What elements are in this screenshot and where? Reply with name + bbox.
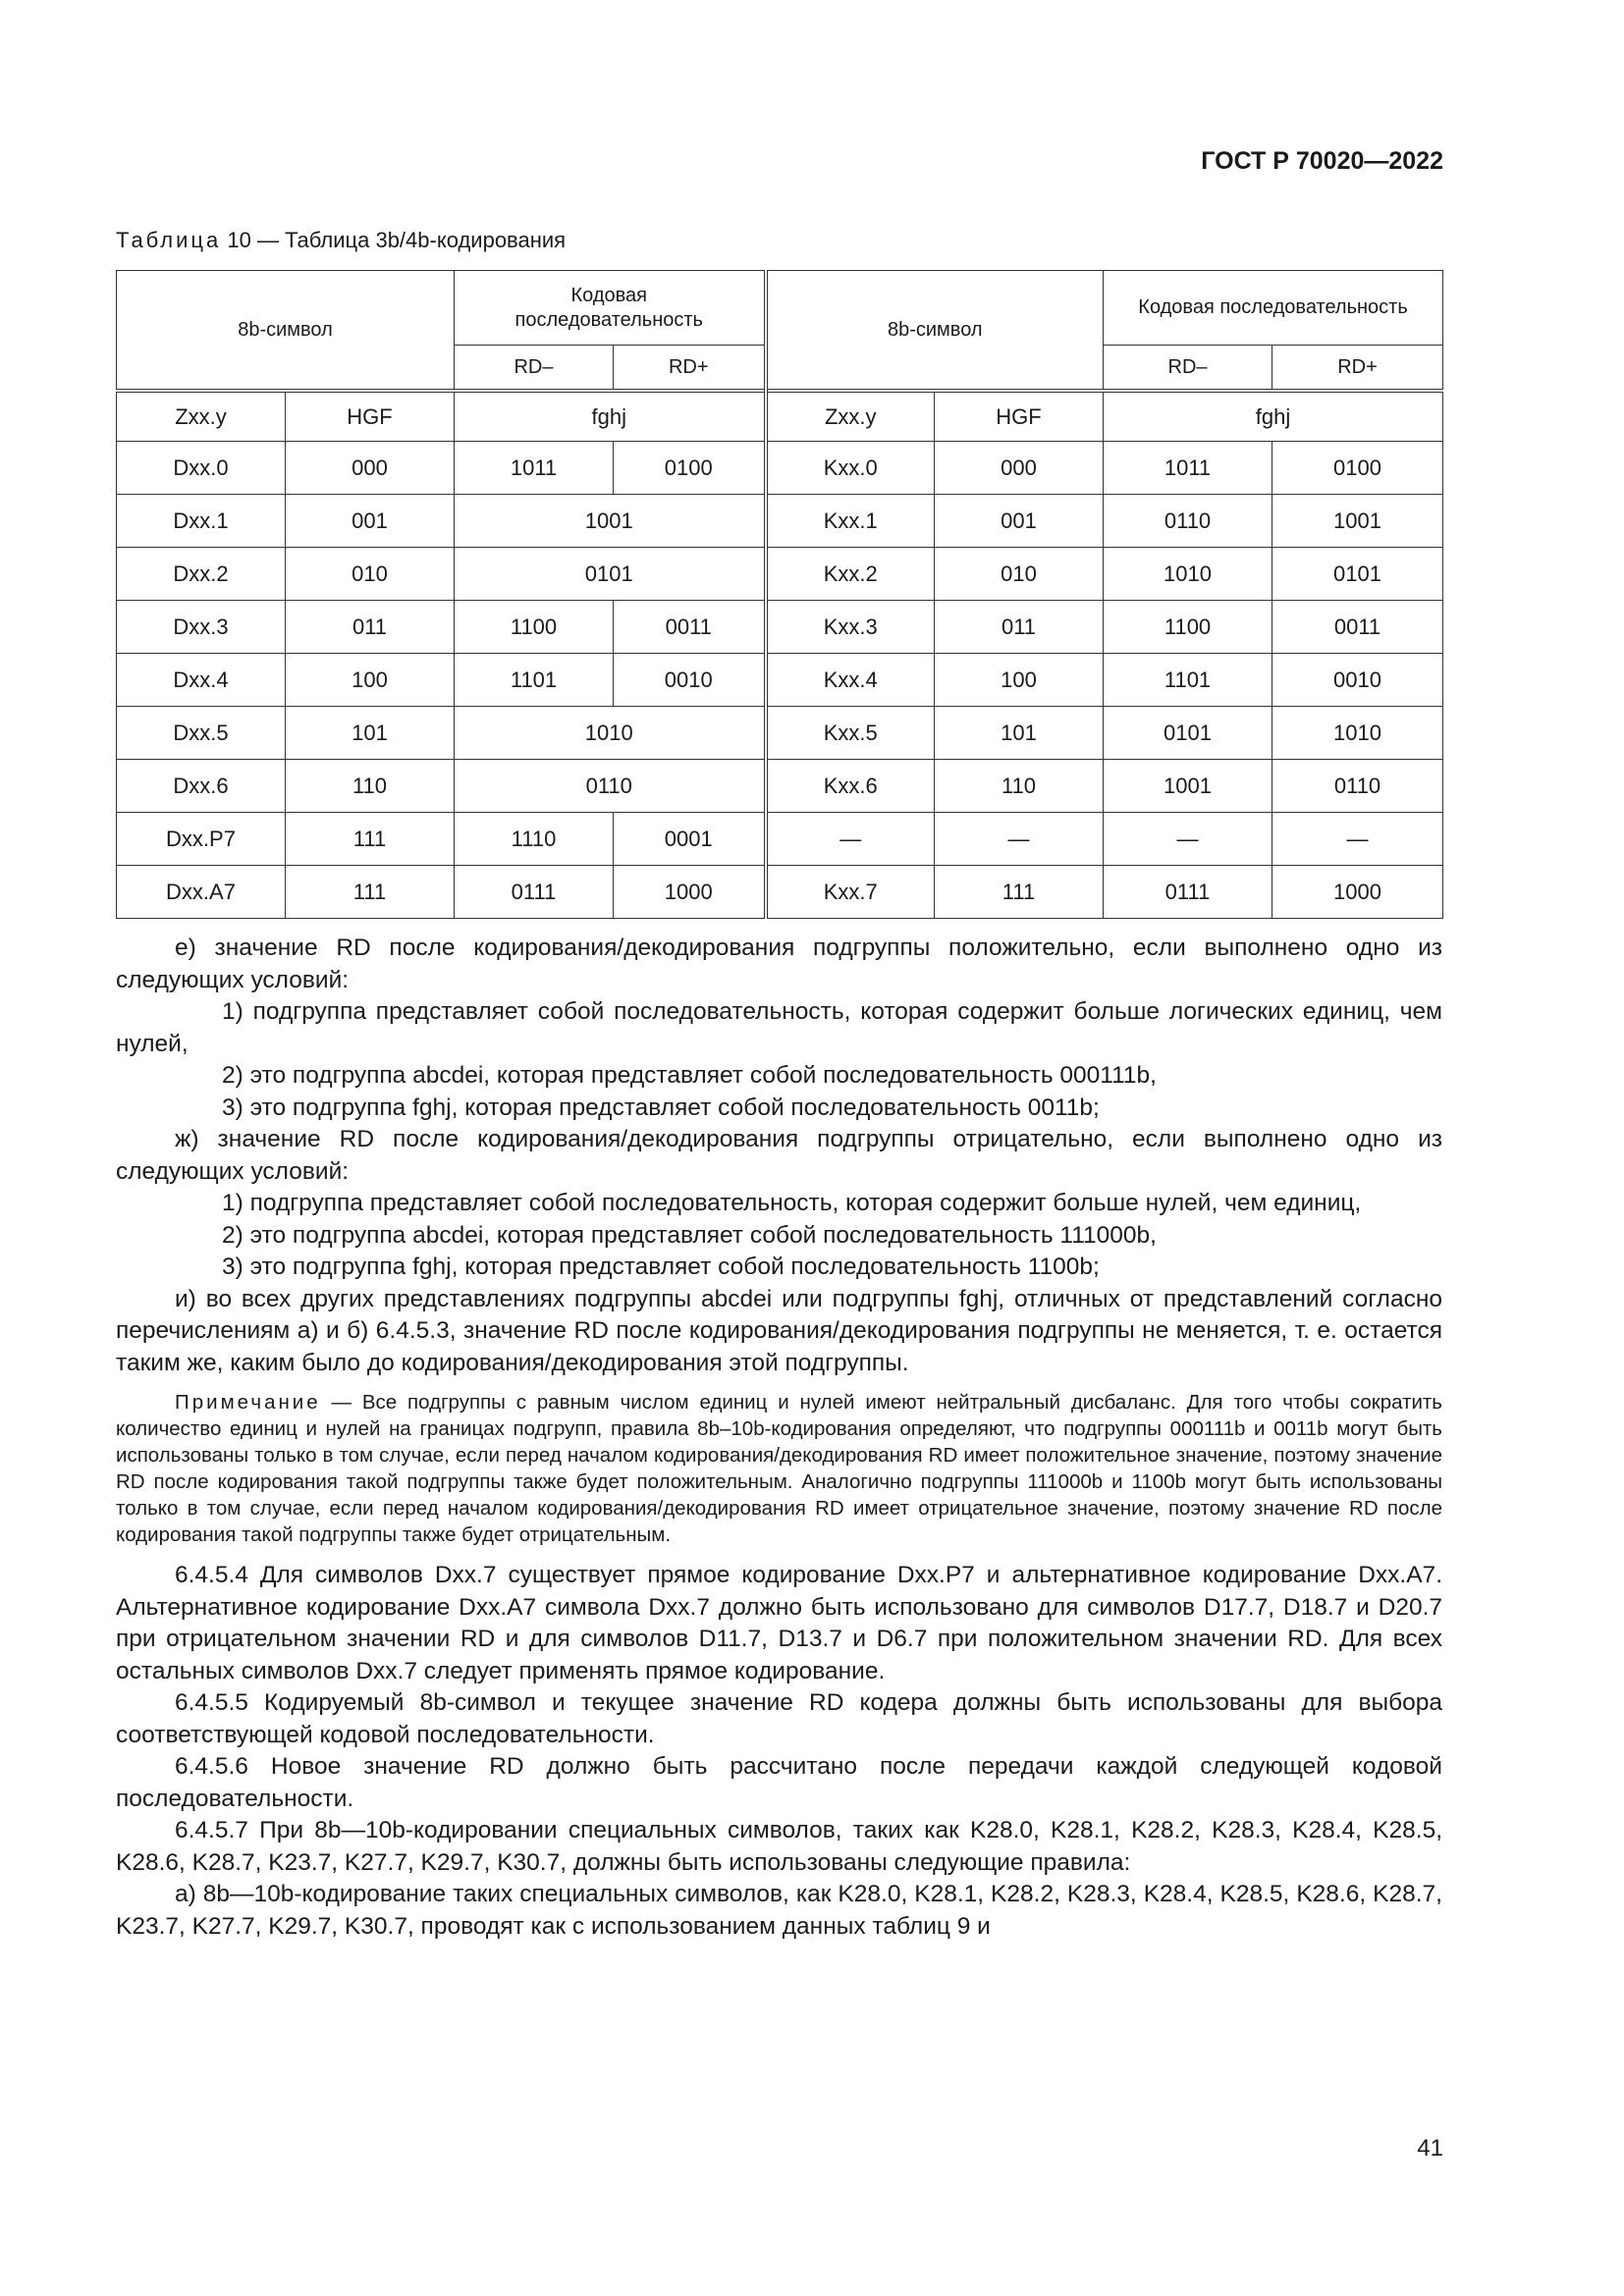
cell-d-hgf: 010 [286, 548, 455, 601]
cell-k-rd-minus: 0101 [1104, 707, 1272, 760]
cell-d-rd-plus: 0001 [614, 813, 766, 866]
document-header: ГОСТ Р 70020—2022 [1201, 147, 1443, 175]
table-row [117, 866, 1443, 919]
label-hgf: HGF [286, 391, 455, 442]
header-left-codeseq: Кодовая последовательность [455, 271, 766, 346]
cell-d-rd-minus: 1110 [455, 813, 614, 866]
item-e-1: 1) подгруппа представляет собой последовательность, которая содержит больше логических единиц, чем нулей, [116, 998, 1442, 1057]
cell-d-rd-minus: 1101 [455, 654, 614, 707]
clause-item-a: а) 8b—10b-кодирование таких специальных символов, как K28.0, K28.1, K28.2, K28.3, K28.4, K28.5, K28.6, K28.7, K23.7, K27.7, K29.7, K30.7, проводят как с использованием данных таблиц 9 и [116, 1881, 1442, 1940]
item-e: е) значение RD после кодирования/декодирования подгруппы положительно, если выполнено одно из следующих условий: [116, 934, 1442, 993]
cell-d-rd-plus: 1000 [614, 866, 766, 919]
table-row [117, 707, 1443, 760]
cell-k-hgf: 010 [935, 548, 1104, 601]
label-fghj: fghj [455, 391, 766, 442]
cell-d-hgf: 100 [286, 654, 455, 707]
cell-d-hgf: 011 [286, 601, 455, 654]
body-text [116, 933, 1442, 1943]
cell-k-rd-minus: 0110 [1104, 495, 1272, 548]
note-label: Примечание [175, 1391, 321, 1414]
item-zh: ж) значение RD после кодирования/декодирования подгруппы отрицательно, если выполнено одно из следующих условий: [116, 1126, 1442, 1185]
table-caption-title: 10 — Таблица 3b/4b-кодирования [227, 228, 567, 252]
table-row [117, 654, 1443, 707]
cell-k-symbol: Kxx.5 [766, 707, 935, 760]
note [116, 1389, 1442, 1548]
cell-d-rd-plus: 0010 [614, 654, 766, 707]
cell-d-rd-plus: 0100 [614, 442, 766, 495]
cell-d-symbol: Dxx.2 [117, 548, 286, 601]
table-caption [116, 228, 566, 253]
note-text: — Все подгруппы с равным числом единиц и нулей имеют нейтральный дисбаланс. Для того чтобы сократить количество единиц и нулей на границах подгрупп, правила 8b–10b-кодирования определяют, что подгруппы 000111b и 0011b могут быть использованы только в том случае, если перед началом кодирования/декодирования RD имеет положительное значение, поэтому значение RD после кодирования такой подгруппы также будет положительным. Аналогично подгруппы 111000b и 1100b могут быть использованы только в том случае, если перед началом кодирования/декодирования RD имеет отрицательное значение, поэтому значение RD после кодирования такой подгруппы также будет отрицательным. [116, 1391, 1442, 1546]
cell-k-hgf: 001 [935, 495, 1104, 548]
item-i: и) во всех других представлениях подгруппы abcdei или подгруппы fghj, отличных от представлений согласно перечислениям а) и б) 6.4.5.3, значение RD после кодирования/декодирования подгруппы не меняется, т. е. остается таким же, каким было до кодирования/декодирования этой подгруппы. [116, 1285, 1442, 1376]
cell-d-symbol: Dxx.5 [117, 707, 286, 760]
clause-6-4-5-6: 6.4.5.6 Новое значение RD должно быть рассчитано после передачи каждой следующей кодовой последовательности. [116, 1753, 1442, 1812]
clause-6-4-5-4: 6.4.5.4 Для символов Dxx.7 существует прямое кодирование Dxx.P7 и альтернативное кодирование Dxx.A7. Альтернативное кодирование Dxx.A7 символа Dxx.7 должно быть использовано для символов D17.7, D18.7 и D20.7 при отрицательном значении RD и для символов D11.7, D13.7 и D6.7 при положительном значении RD. Для всех остальных символов Dxx.7 следует применять прямое кодирование. [116, 1562, 1442, 1684]
cell-d-fghj-both: 0101 [455, 548, 766, 601]
table-row [117, 442, 1443, 495]
cell-k-rd-minus: 1101 [1104, 654, 1272, 707]
cell-d-hgf: 001 [286, 495, 455, 548]
cell-k-rd-plus: 0110 [1272, 760, 1443, 813]
cell-k-hgf: 111 [935, 866, 1104, 919]
cell-d-symbol: Dxx.6 [117, 760, 286, 813]
table-row [117, 813, 1443, 866]
header-right-symbol: 8b-символ [766, 271, 1104, 392]
cell-d-symbol: Dxx.3 [117, 601, 286, 654]
table-header-row [117, 271, 1443, 346]
table-row [117, 601, 1443, 654]
cell-k-rd-plus: 1001 [1272, 495, 1443, 548]
cell-d-symbol: Dxx.1 [117, 495, 286, 548]
label-zxy-right: Zxx.y [766, 391, 935, 442]
cell-d-symbol: Dxx.A7 [117, 866, 286, 919]
header-right-rd-minus: RD– [1104, 346, 1272, 392]
cell-d-fghj-both: 0110 [455, 760, 766, 813]
cell-k-rd-minus: 1010 [1104, 548, 1272, 601]
label-fghj-right: fghj [1104, 391, 1443, 442]
header-right-codeseq: Кодовая последовательность [1104, 271, 1443, 346]
cell-k-hgf: — [935, 813, 1104, 866]
table-label-row [117, 391, 1443, 442]
header-right-rd-plus: RD+ [1272, 346, 1443, 392]
item-e-2: 2) это подгруппа abcdei, которая представляет собой последовательность 000111b, [222, 1062, 1157, 1089]
cell-k-hgf: 100 [935, 654, 1104, 707]
item-zh-3: 3) это подгруппа fghj, которая представляет собой последовательность 1100b; [222, 1254, 1100, 1280]
cell-k-rd-plus: 0100 [1272, 442, 1443, 495]
cell-k-symbol: Kxx.0 [766, 442, 935, 495]
cell-k-rd-minus: 1100 [1104, 601, 1272, 654]
cell-k-rd-plus: 1000 [1272, 866, 1443, 919]
cell-k-rd-minus: 1001 [1104, 760, 1272, 813]
cell-d-fghj-both: 1001 [455, 495, 766, 548]
cell-k-rd-minus: 1011 [1104, 442, 1272, 495]
label-hgf-right: HGF [935, 391, 1104, 442]
cell-d-hgf: 101 [286, 707, 455, 760]
cell-k-rd-plus: 0010 [1272, 654, 1443, 707]
cell-d-symbol: Dxx.P7 [117, 813, 286, 866]
cell-d-hgf: 111 [286, 813, 455, 866]
cell-k-symbol: Kxx.1 [766, 495, 935, 548]
cell-d-symbol: Dxx.4 [117, 654, 286, 707]
table-caption-word: Таблица [116, 228, 222, 252]
table-row [117, 548, 1443, 601]
cell-k-hgf: 101 [935, 707, 1104, 760]
cell-d-symbol: Dxx.0 [117, 442, 286, 495]
cell-k-symbol: Kxx.6 [766, 760, 935, 813]
item-e-3: 3) это подгруппа fghj, которая представляет собой последовательность 0011b; [222, 1094, 1100, 1121]
cell-d-rd-minus: 1100 [455, 601, 614, 654]
cell-d-hgf: 111 [286, 866, 455, 919]
table-row [117, 495, 1443, 548]
label-zxy: Zxx.y [117, 391, 286, 442]
cell-k-symbol: Kxx.2 [766, 548, 935, 601]
cell-k-rd-plus: 1010 [1272, 707, 1443, 760]
cell-k-symbol: Kxx.4 [766, 654, 935, 707]
cell-k-rd-plus: — [1272, 813, 1443, 866]
cell-k-hgf: 011 [935, 601, 1104, 654]
table-row [117, 760, 1443, 813]
cell-k-hgf: 000 [935, 442, 1104, 495]
cell-k-symbol: — [766, 813, 935, 866]
coding-table [116, 270, 1443, 919]
item-zh-1: 1) подгруппа представляет собой последовательность, которая содержит больше нулей, чем единиц, [222, 1190, 1362, 1216]
page-number: 41 [1417, 2135, 1443, 2162]
cell-d-rd-plus: 0011 [614, 601, 766, 654]
cell-k-hgf: 110 [935, 760, 1104, 813]
cell-k-rd-plus: 0011 [1272, 601, 1443, 654]
cell-k-symbol: Kxx.3 [766, 601, 935, 654]
item-zh-2: 2) это подгруппа abcdei, которая представляет собой последовательность 111000b, [222, 1221, 1157, 1249]
cell-d-fghj-both: 1010 [455, 707, 766, 760]
cell-d-rd-minus: 1011 [455, 442, 614, 495]
header-left-symbol: 8b-символ [117, 271, 455, 392]
cell-d-hgf: 110 [286, 760, 455, 813]
clause-6-4-5-5: 6.4.5.5 Кодируемый 8b-символ и текущее значение RD кодера должны быть использованы для выбора соответствующей кодовой последовательности. [116, 1689, 1442, 1748]
header-left-rd-minus: RD– [455, 346, 614, 392]
cell-d-hgf: 000 [286, 442, 455, 495]
clause-6-4-5-7: 6.4.5.7 При 8b—10b-кодировании специальных символов, таких как K28.0, K28.1, K28.2, K28.3, K28.4, K28.5, K28.6, K28.7, K23.7, K27.7, K29.7, K30.7, должны быть использованы следующие правила: [116, 1817, 1442, 1876]
cell-k-rd-minus: 0111 [1104, 866, 1272, 919]
cell-k-rd-minus: — [1104, 813, 1272, 866]
header-left-rd-plus: RD+ [614, 346, 766, 392]
cell-k-rd-plus: 0101 [1272, 548, 1443, 601]
cell-d-rd-minus: 0111 [455, 866, 614, 919]
cell-k-symbol: Kxx.7 [766, 866, 935, 919]
